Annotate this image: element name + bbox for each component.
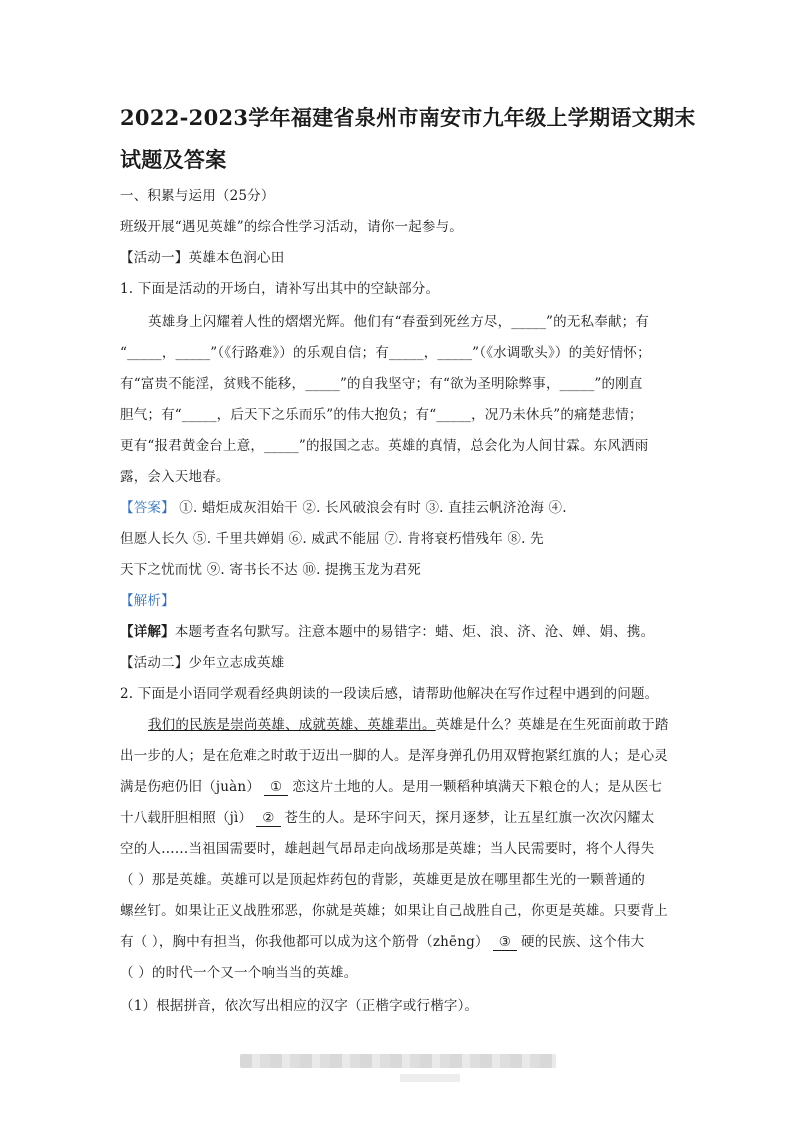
answer-text: ①. 蜡炬成灰泪始干 ②. 长风破浪会有时 ③. 直挂云帆济沧海 ④. [174, 500, 567, 516]
document-title-line1: 2022-2023学年福建省泉州市南安市九年级上学期语文期末 [120, 105, 696, 130]
passage2-text: 恋这片土地的人。是用一颗稻种填满天下粮仓的人；是从医七 [292, 779, 663, 795]
activity2-heading: 【活动二】少年立志成英雄 [120, 655, 285, 671]
section-heading: 一、积累与运用（25分） [120, 188, 275, 204]
passage1-line: “_____，_____”（《行路难》）的乐观自信；有_____，_____”（《水调歌头》）的美好情怀； [120, 345, 651, 361]
detail-text: 本题考查名句默写。注意本题中的易错字：蜡、炬、浪、济、沧、婵、娟、携。 [174, 624, 655, 640]
analysis-label: 【解析】 [120, 593, 175, 609]
question2: 2. 下面是小语同学观看经典朗读的一段读后感，请帮助他解决在写作过程中遇到的问题。 [120, 686, 659, 702]
passage2-text: 有（ ），胸中有担当，你我他都可以成为这个筋骨（zhēng） [120, 934, 489, 950]
passage2-line: 空的人……当祖国需要时，雄赳赳气昂昂走向战场那是英雄；当人民需要时，将个人得失 [120, 841, 655, 857]
detail-line [120, 622, 654, 642]
passage1-line: 有“富贵不能淫，贫贱不能移，_____”的自我坚守；有“欲为圣明除弊事，_____”的刚直 [120, 376, 643, 392]
passage1-line: 露，会入天地春。 [120, 469, 230, 485]
passage2-text: 苍生的人。是环宇问天，探月逐梦，让五星红旗一次次闪耀太 [284, 810, 655, 826]
passage2-line: 螺丝钉。如果让正义战胜邪恶，你就是英雄；如果让自己战胜自己，你更是英雄。只要背上 [120, 903, 668, 919]
activity1-heading: 【活动一】英雄本色润心田 [120, 250, 285, 266]
blank-2: ② [256, 810, 280, 827]
question1: 1. 下面是活动的开场白，请补写出其中的空缺部分。 [120, 281, 440, 297]
passage1-line: 更有“报君黄金台上意，_____”的报国之志。英雄的真情，总会化为人间甘霖。东风洒雨 [120, 438, 649, 454]
answer-line [120, 498, 567, 518]
answer-label: 【答案】 [120, 500, 175, 516]
passage2-line [120, 777, 662, 797]
passage2-line [120, 808, 654, 828]
blank-3: ③ [493, 934, 517, 951]
underlined-sentence: 我们的民族是崇尚英雄、成就英雄、英雄辈出。 [148, 717, 436, 733]
passage2-line: （ ）那是英雄。英雄可以是顶起炸药包的背影，英雄更是放在哪里都生光的一颗普通的 [120, 872, 646, 888]
passage2-line: 出一步的人；是在危难之时敢于迈出一脚的人。是浑身弹孔仍用双臂抱紧红旗的人；是心灵 [120, 748, 668, 764]
sub-question-1: （1）根据拼音，依次写出相应的汉字（正楷字或行楷字）。 [120, 998, 479, 1014]
document-title-line2: 试题及答案 [120, 147, 227, 172]
passage2-text: 硬的民族、这个伟大 [521, 934, 645, 950]
passage2-text: 满是伤疤仍旧（juàn） [120, 779, 261, 795]
detail-label: 【详解】 [120, 624, 175, 640]
passage2-line [120, 932, 644, 952]
passage1-line: 胆气；有“_____，后天下之乐而乐”的伟大抱负；有“_____，况乃未休兵”的痛楚悲情； [120, 407, 643, 423]
blank-1: ① [264, 779, 288, 796]
answer-line: 但愿人长久 ⑤. 千里共婵娟 ⑥. 威武不能屈 ⑦. 肯将衰朽惜残年 ⑧. 先 [120, 531, 544, 547]
passage2-line [148, 715, 669, 735]
passage2-text: 十八载肝胆相照（jì） [120, 810, 253, 826]
passage2-text: 英雄是什么？英雄是在生死面前敢于踏 [435, 717, 669, 733]
blurred-footer-small [400, 1074, 460, 1082]
passage2-line: （ ）的时代一个又一个响当当的英雄。 [120, 965, 358, 981]
passage1-line: 英雄身上闪耀着人性的熠熠光辉。他们有“春蚕到死丝方尽，_____”的无私奉献；有 [148, 314, 650, 330]
answer-line: 天下之忧而忧 ⑨. 寄书长不达 ⑩. 提携玉龙为君死 [120, 562, 421, 578]
blurred-footer [240, 1054, 556, 1068]
intro-text: 班级开展“遇见英雄”的综合性学习活动，请你一起参与。 [120, 219, 464, 235]
